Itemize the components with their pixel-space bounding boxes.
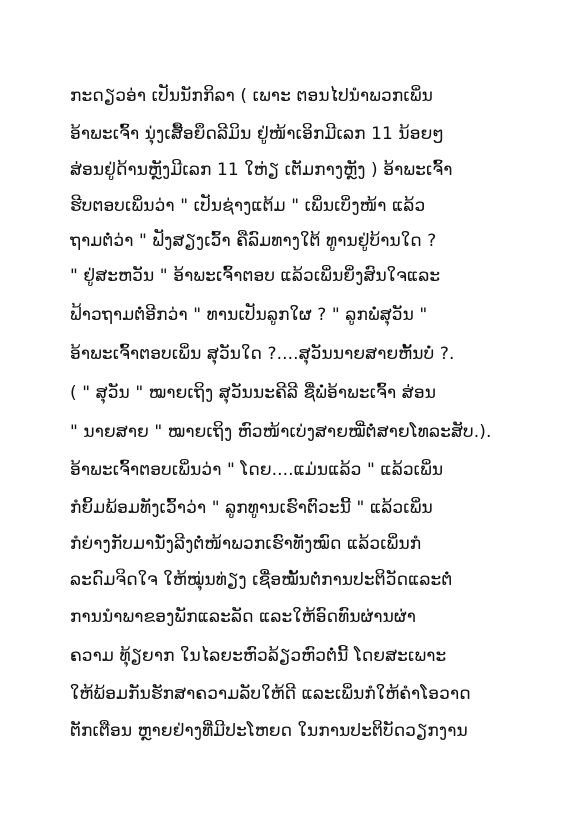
text-line: " ຢູ່ສະຫວັນ " ອ້າພະເຈົ້າຕອບ ແລ້ວເພິ່ນຍິ່ງສົນໃຈແລະ	[70, 266, 441, 286]
text-line: ໃຫ້ພ້ອມກັນຮັກສາຄວາມລັບໃຫ້ດີ ແລະເພິ່ນກໍໃຫ້ຄຳໂອວາດ	[70, 684, 471, 704]
text-line: ການນຳພາຂອງພັກແລະລັດ ແລະໃຫ້ອົດທົນຜ່ານຜ່າ	[70, 607, 417, 627]
text-line: ກະດຽວອ່າ ເປັນນັກກິລາ ( ເພາະ ຕອນໄປນຳພວກເພິ່ນ	[70, 86, 433, 106]
text-line: ອ້າພະເຈົ້າ ນຸ່ງເສື້ອຍຶດລີມິນ ຢູ່ໜ້າເອິກມີເລກ 11 ນ້ອຍໆ	[70, 124, 444, 144]
text-line: ຟ້າວຖາມຕໍ່ອີກວ່າ " ທານເປັນລູກໃຜ ? " ລູກພໍ່ສຸວັນ "	[70, 305, 428, 325]
text-line: ອ້າພະເຈົ້າຕອບເພິ່ນວ່າ " ໂດຍ....ແມ່ນແລ້ວ " ແລ້ວເພິ່ນ	[70, 460, 444, 480]
text-line: ຄວາມ ທຸ້ຽຍາກ ໃນໄລຍະຫົວລ້ຽວຫົວຕໍ່ນີ້ ໂດຍສະເພາະ	[70, 646, 447, 666]
text-line: ຮີບຕອບເພິ່ນວ່າ " ເປັນຊ່າງແຕ້ມ " ເພິ່ນເບິ່ງໜ້າ ແລ້ວ	[70, 196, 426, 216]
text-line: ຕັກເຕືອນ ຫຼາຍຢ່າງທີ່ມີປະໂຫຍດ ໃນການປະຕິບັດວຽກງານ	[70, 721, 468, 741]
text-line: ສ່ອນຢູ່ດ້ານຫຼັງມີເລກ 11 ໃຫ່ຽ ເຕັມກາງຫຼັງ ) ອ້າພະເຈົ້າ	[70, 160, 453, 180]
text-line: ກໍຍ່າງກັບມານັ່ງລີງຕໍ່ໜ້າພວກເຮົາທັງໝົດ ແລ້ວເພິ່ນກໍ	[70, 534, 422, 554]
text-line: " ນາຍສາຍ " ໝາຍເຖິງ ຫົວໜ້າເບ່ງສາຍໝີ່ຕໍ່ສາຍໂທລະສັບ.).	[70, 422, 492, 442]
text-line: ກໍຍິ້ມພ້ອມທັງເວົ້າວ່າ " ລູກທູານເຮົາຕົວະນີ້ " ແລ້ວເພິ່ນ	[70, 498, 433, 518]
text-line: ອ້າພະເຈົ້າຕອບເພິ່ນ ສຸວັນໃດ ?....ສຸວັນນາຍສາຍຫັ້ນບໍ່ ?.	[70, 344, 455, 364]
text-line: ( " ສຸວັນ " ໝາຍເຖິງ ສຸວັນນະຄີລີ ຊື່ພໍ່ອ້າພະເຈົ້າ ສ່ອນ	[70, 383, 437, 403]
text-line: ລະດົມຈິດໃຈ ໃຫ້ໝຸ່ນທ່ຽງ ເຊື່ອໝັ້ນຕໍ່ການປະຕິວັດແລະຕໍ່	[70, 570, 453, 590]
text-line: ຖາມຕໍ່ວ່າ " ຟັງສຽງເວົ້າ ຄືລົມທາງໃຕ້ ທູານຢູ່ບ້ານໃດ ?	[70, 231, 437, 251]
